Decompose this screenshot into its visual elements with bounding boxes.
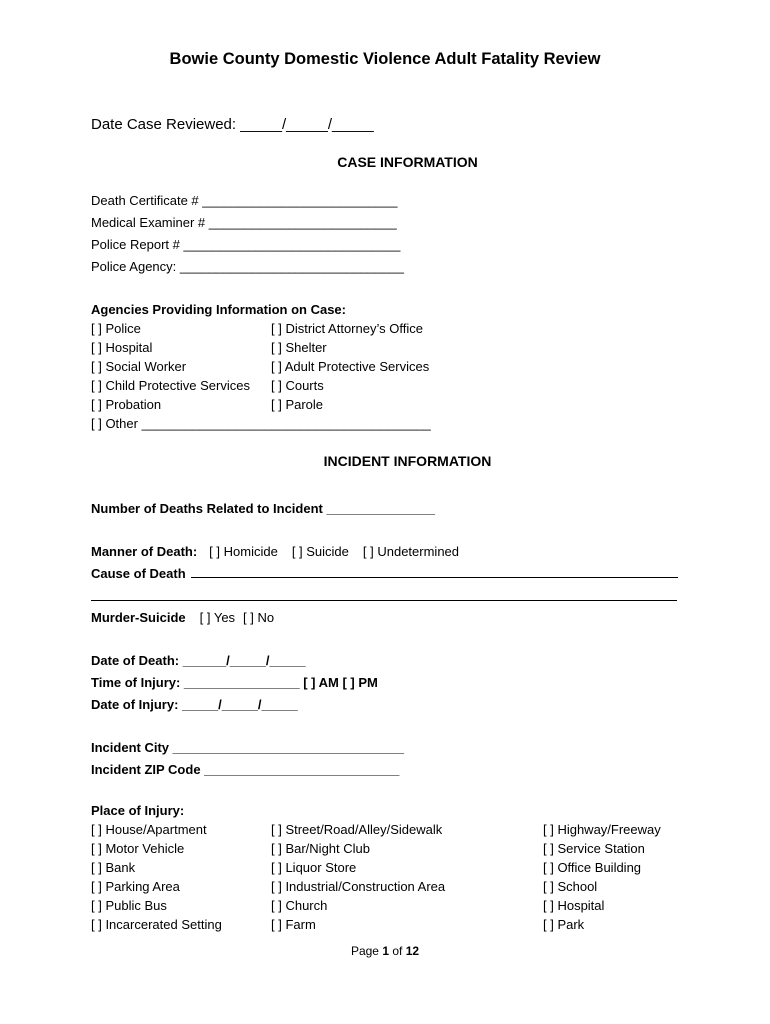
cause-of-death-label: Cause of Death: [91, 566, 186, 581]
date-of-death-field[interactable]: Date of Death: ______/_____/_____: [91, 653, 306, 668]
cause-of-death-field[interactable]: [91, 566, 678, 581]
manner-undetermined-checkbox[interactable]: [ ] Undetermined: [362, 544, 460, 559]
incident-information-heading: INCIDENT INFORMATION: [323, 453, 492, 469]
place-highway-checkbox[interactable]: [ ] Highway/Freeway: [543, 822, 661, 837]
place-industrial-checkbox[interactable]: [ ] Industrial/Construction Area: [271, 879, 446, 894]
murder-suicide-no-checkbox[interactable]: [ ] No: [243, 610, 275, 625]
agency-probation-checkbox[interactable]: [ ] Probation: [91, 397, 162, 412]
murder-suicide-row: [91, 610, 274, 625]
place-farm-checkbox[interactable]: [ ] Farm: [271, 917, 316, 932]
place-parking-area-checkbox[interactable]: [ ] Parking Area: [91, 879, 180, 894]
agency-police-checkbox[interactable]: [ ] Police: [91, 321, 141, 336]
place-motor-vehicle-checkbox[interactable]: [ ] Motor Vehicle: [91, 841, 185, 856]
cause-of-death-line-2[interactable]: [91, 600, 677, 601]
place-school-checkbox[interactable]: [ ] School: [543, 879, 598, 894]
place-incarcerated-checkbox[interactable]: [ ] Incarcerated Setting: [91, 917, 222, 932]
agency-adult-protective-checkbox[interactable]: [ ] Adult Protective Services: [271, 359, 430, 374]
date-reviewed-field[interactable]: Date Case Reviewed: _____/_____/_____: [91, 116, 374, 133]
footer-page-prefix: Page: [350, 944, 383, 958]
police-report-field[interactable]: Police Report # ______________________________: [91, 237, 401, 252]
agency-shelter-checkbox[interactable]: [ ] Shelter: [271, 340, 327, 355]
agency-courts-checkbox[interactable]: [ ] Courts: [271, 378, 324, 393]
page-footer: [0, 944, 770, 958]
place-public-bus-checkbox[interactable]: [ ] Public Bus: [91, 898, 167, 913]
case-information-heading: CASE INFORMATION: [337, 154, 478, 170]
place-street-checkbox[interactable]: [ ] Street/Road/Alley/Sidewalk: [271, 822, 443, 837]
footer-page-number: 1: [382, 944, 389, 958]
medical-examiner-field[interactable]: Medical Examiner # __________________________: [91, 215, 397, 230]
agency-other-checkbox[interactable]: [ ] Other ________________________________________: [91, 416, 431, 431]
time-of-injury-field[interactable]: Time of Injury: ________________ [ ] AM [ ] PM: [91, 675, 378, 690]
page-title: Bowie County Domestic Violence Adult Fatality Review: [169, 50, 601, 68]
place-service-station-checkbox[interactable]: [ ] Service Station: [543, 841, 645, 856]
incident-city-field[interactable]: Incident City ________________________________: [91, 740, 404, 755]
place-office-building-checkbox[interactable]: [ ] Office Building: [543, 860, 642, 875]
murder-suicide-yes-checkbox[interactable]: [ ] Yes: [199, 610, 236, 625]
place-of-injury-label: Place of Injury:: [91, 803, 185, 818]
place-hospital-checkbox[interactable]: [ ] Hospital: [543, 898, 605, 913]
agency-child-protective-checkbox[interactable]: [ ] Child Protective Services: [91, 378, 250, 393]
manner-homicide-checkbox[interactable]: [ ] Homicide: [209, 544, 278, 559]
footer-page-middle: of: [389, 944, 406, 958]
police-agency-field[interactable]: Police Agency: _______________________________: [91, 259, 405, 274]
manner-suicide-checkbox[interactable]: [ ] Suicide: [291, 544, 349, 559]
manner-of-death-row: [91, 544, 473, 559]
agency-hospital-checkbox[interactable]: [ ] Hospital: [91, 340, 153, 355]
place-bank-checkbox[interactable]: [ ] Bank: [91, 860, 136, 875]
number-of-deaths-field[interactable]: Number of Deaths Related to Incident _______________: [91, 501, 435, 516]
date-of-injury-field[interactable]: Date of Injury: _____/_____/_____: [91, 697, 298, 712]
agency-social-worker-checkbox[interactable]: [ ] Social Worker: [91, 359, 187, 374]
footer-page-total: 12: [405, 944, 420, 958]
place-bar-checkbox[interactable]: [ ] Bar/Night Club: [271, 841, 370, 856]
death-certificate-field[interactable]: Death Certificate # ___________________________: [91, 193, 398, 208]
cause-of-death-line: [191, 566, 678, 578]
agency-district-attorney-checkbox[interactable]: [ ] District Attorney’s Office: [271, 321, 423, 336]
place-liquor-store-checkbox[interactable]: [ ] Liquor Store: [271, 860, 357, 875]
place-park-checkbox[interactable]: [ ] Park: [543, 917, 585, 932]
agency-parole-checkbox[interactable]: [ ] Parole: [271, 397, 324, 412]
incident-zip-field[interactable]: Incident ZIP Code ___________________________: [91, 762, 400, 777]
place-church-checkbox[interactable]: [ ] Church: [271, 898, 328, 913]
place-house-checkbox[interactable]: [ ] House/Apartment: [91, 822, 207, 837]
manner-of-death-label: Manner of Death:: [91, 544, 198, 559]
murder-suicide-label: Murder-Suicide: [91, 610, 186, 625]
agencies-label: Agencies Providing Information on Case:: [91, 302, 346, 317]
